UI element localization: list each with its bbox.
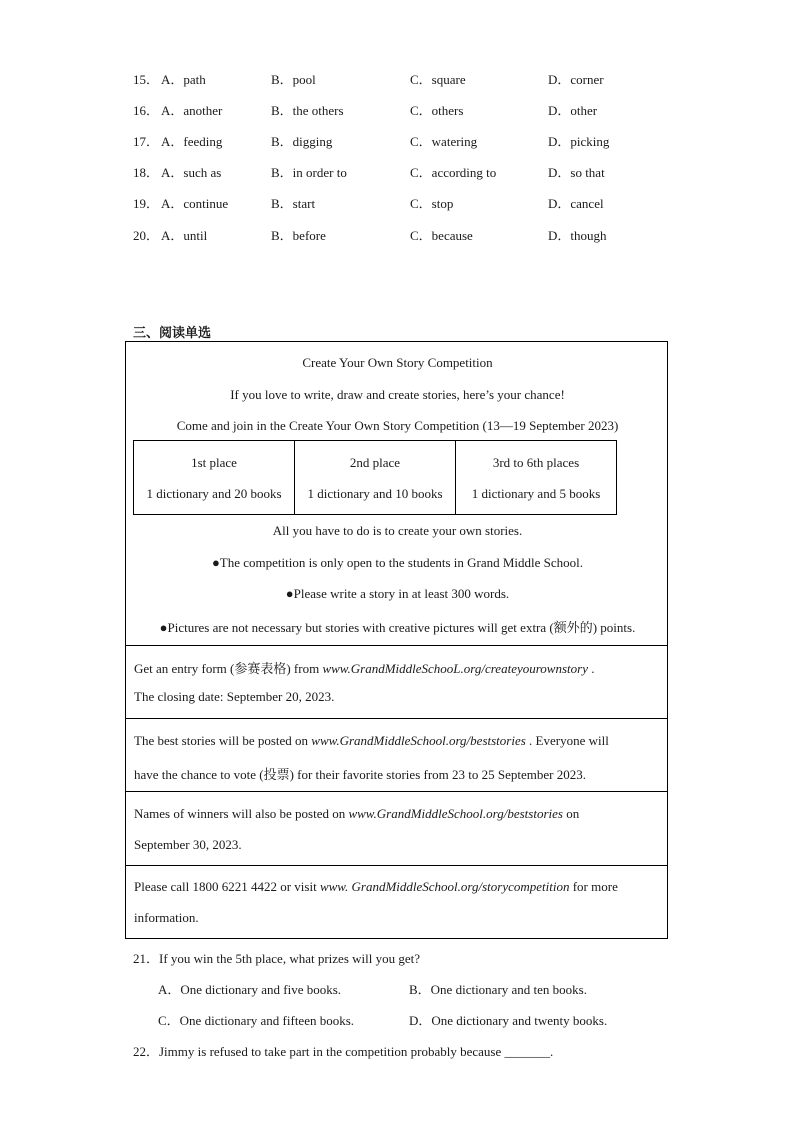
poster-winners-section <box>125 792 668 866</box>
best-stories-url-link[interactable]: www.GrandMiddleSchool.org/beststories <box>311 733 526 748</box>
entry-line: Get an entry form (参赛表格) from www.GrandMiddleSchooL.org/createyourownstory . <box>134 661 595 676</box>
option-d: D．though <box>548 228 607 243</box>
prize-reward: 1 dictionary and 20 books <box>146 485 282 501</box>
poster-all-you-have: All you have to do is to create your own stories. <box>272 523 523 538</box>
section-title: 三、阅读单选 <box>133 326 212 341</box>
option-c: C．others <box>410 103 464 118</box>
question-number: 16． <box>133 103 160 118</box>
poster-rule-3: ●Pictures are not necessary but stories with creative pictures will get extra (额外的) points. <box>159 620 636 635</box>
option-row-19 <box>133 193 693 213</box>
poster-dates: Come and join in the Create Your Own Story Competition (13—19 September 2023) <box>176 418 619 433</box>
question-21-stem: 21．If you win the 5th place, what prizes will you get? <box>133 951 421 966</box>
option-a: A．until <box>161 228 208 243</box>
best-stories-line: The best stories will be posted on www.GrandMiddleSchool.org/beststories . Everyone will <box>134 733 609 748</box>
option-d: D．picking <box>548 134 610 149</box>
closing-date: The closing date: September 20, 2023. <box>134 689 335 704</box>
poster-rule-1: ●The competition is only open to the students in Grand Middle School. <box>211 555 584 570</box>
prize-place: 1st place <box>191 454 237 470</box>
option-c: C．stop <box>410 196 454 211</box>
poster-entry-section <box>125 646 668 719</box>
prize-table <box>133 440 617 515</box>
prize-reward: 1 dictionary and 5 books <box>471 485 601 501</box>
question-number: 20． <box>133 228 160 243</box>
option-d: D．other <box>548 103 598 118</box>
option-a: A．such as <box>161 165 222 180</box>
contact-line: Please call 1800 6221 4422 or visit www. GrandMiddleSchool.org/storycompetition for more <box>134 879 618 894</box>
question-number: 18． <box>133 165 160 180</box>
option-b: B．before <box>271 228 326 243</box>
question-22-stem: 22．Jimmy is refused to take part in the competition probably because _______. <box>133 1044 554 1059</box>
option-c: C．according to <box>410 165 497 180</box>
option-d: D．so that <box>548 165 605 180</box>
option-row-15 <box>133 69 693 89</box>
option-a: A．feeding <box>161 134 223 149</box>
entry-url-link[interactable]: www.GrandMiddleSchooL.org/createyourownstory <box>322 661 588 676</box>
option-row-20 <box>133 225 693 245</box>
option-row-18 <box>133 162 693 182</box>
question-number: 15． <box>133 72 160 87</box>
winners-url-link[interactable]: www.GrandMiddleSchool.org/beststories <box>348 806 563 821</box>
prize-place: 2nd place <box>349 454 401 470</box>
option-d: D．corner <box>548 72 604 87</box>
option-c: C．because <box>410 228 473 243</box>
question-21-option-d[interactable]: D．One dictionary and twenty books. <box>409 1013 608 1028</box>
option-c: C．watering <box>410 134 478 149</box>
prize-cell-1st <box>134 441 295 515</box>
option-b: B．the others <box>271 103 344 118</box>
option-a: A．path <box>161 72 206 87</box>
option-b: B．pool <box>271 72 316 87</box>
question-number: 17． <box>133 134 160 149</box>
vote-line: have the chance to vote (投票) for their favorite stories from 23 to 25 September 2023. <box>134 767 586 782</box>
option-b: B．start <box>271 196 316 211</box>
option-a: A．continue <box>161 196 229 211</box>
option-b: B．digging <box>271 134 333 149</box>
prize-reward: 1 dictionary and 10 books <box>307 485 443 501</box>
winners-line: Names of winners will also be posted on www.GrandMiddleSchool.org/beststories on <box>134 806 580 821</box>
winners-date: September 30, 2023. <box>134 837 242 852</box>
poster-rule-2: ●Please write a story in at least 300 words. <box>285 586 510 601</box>
option-c: C．square <box>410 72 466 87</box>
poster-intro: If you love to write, draw and create stories, here’s your chance! <box>230 387 565 402</box>
contact-info: information. <box>134 910 199 925</box>
option-b: B．in order to <box>271 165 347 180</box>
option-row-16 <box>133 100 693 120</box>
question-21-option-b[interactable]: B．One dictionary and ten books. <box>409 982 587 997</box>
question-21-option-a[interactable]: A．One dictionary and five books. <box>158 982 342 997</box>
option-a: A．another <box>161 103 223 118</box>
question-number: 19． <box>133 196 160 211</box>
poster-title: Create Your Own Story Competition <box>302 355 493 370</box>
option-d: D．cancel <box>548 196 604 211</box>
prize-cell-2nd <box>295 441 456 515</box>
question-21-option-c[interactable]: C．One dictionary and fifteen books. <box>158 1013 355 1028</box>
option-row-17 <box>133 131 693 151</box>
prize-place: 3rd to 6th places <box>492 454 580 470</box>
prize-cell-3rd-6th <box>456 441 617 515</box>
competition-url-link[interactable]: www. GrandMiddleSchool.org/storycompetition <box>319 879 570 894</box>
poster-contact-section <box>125 866 668 939</box>
poster-best-stories-section <box>125 719 668 792</box>
